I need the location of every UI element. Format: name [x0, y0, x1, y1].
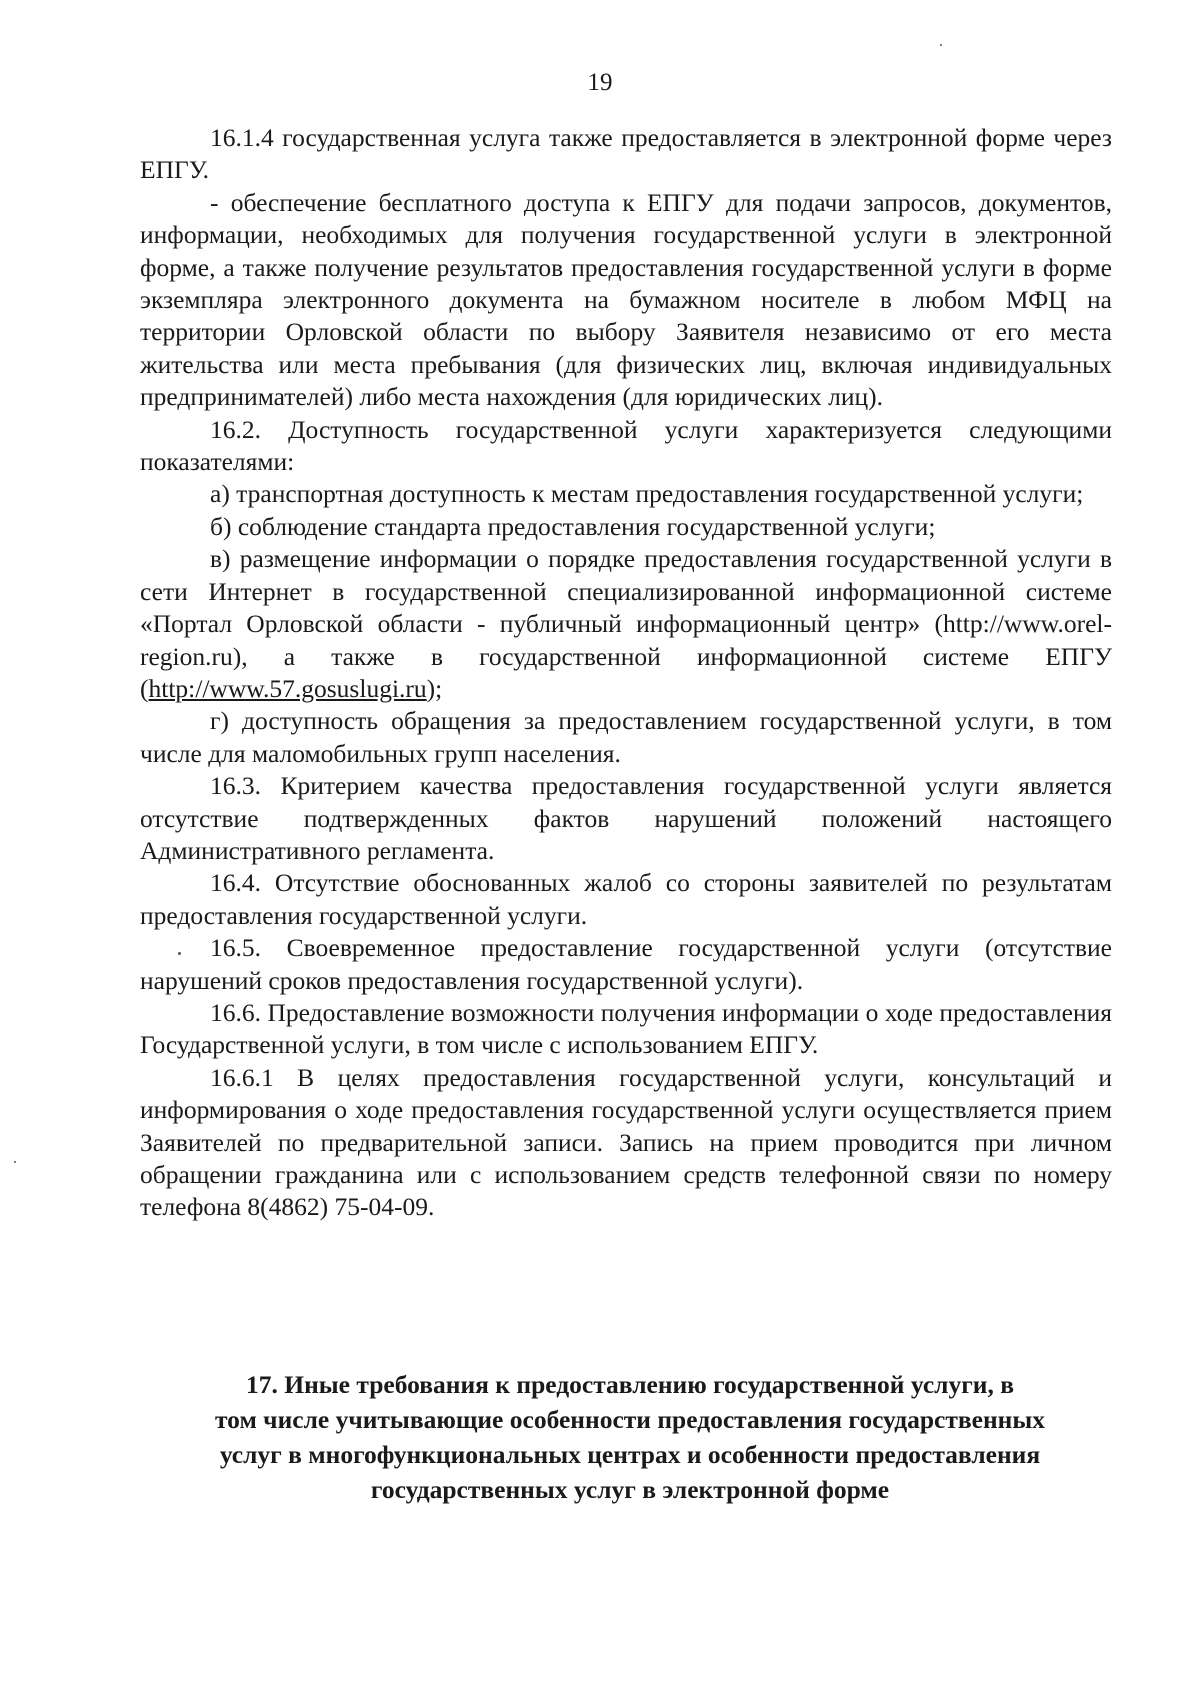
scan-dot	[940, 44, 942, 46]
list-item-g: г) доступность обращения за предоставлением государственной услуги, в том числе для маломобильных групп населения.	[140, 706, 1112, 768]
section-17-heading	[150, 1367, 1110, 1507]
paragraph-16-4: 16.4. Отсутствие обоснованных жалоб со стороны заявителей по результатам предоставления государственной услуги.	[140, 868, 1112, 930]
list-item-v-text: в) размещение информации о порядке предоставления государственной услуги в сети Интернет в государственной специализированной информационной системе «Портал Орловской области - публичный информационный центр» (http://www.orel-region.ru), а также в государственной информационной системе ЕПГУ (	[140, 544, 1112, 703]
heading-line-4: государственных услуг в электронной форме	[370, 1475, 890, 1504]
page-number: 19	[587, 69, 613, 96]
list-item-v	[140, 543, 1112, 705]
paragraph-16-6-1: 16.6.1 В целях предоставления государственной услуги, консультаций и информирования о ходе предоставления государственной услуги осуществляется прием Заявителей по предварительной записи. Запись на прием проводится при личном обращении гражданина или с использованием средств телефонной связи по номеру телефона 8(4862) 75-04-09.	[140, 1062, 1112, 1222]
gosuslugi-link[interactable]: http://www.57.gosuslugi.ru	[148, 673, 427, 703]
paragraph-16-2: 16.2. Доступность государственной услуги характеризуется следующими показателями:	[140, 414, 1112, 477]
paragraph-16-3: 16.3. Критерием качества предоставления государственной услуги является отсутствие подтвержденных фактов нарушений положений настоящего Административного регламента.	[140, 771, 1112, 865]
list-item-a: а) транспортная доступность к местам предоставления государственной услуги;	[210, 479, 1084, 509]
paragraph-16-1-4: 16.1.4 государственная услуга также предоставляется в электронной форме через ЕПГУ.	[140, 123, 1112, 185]
document-body	[140, 122, 1112, 1224]
heading-line-1: 17. Иные требования к предоставлению государственной услуги, в	[245, 1370, 1015, 1399]
paragraph-16-6: 16.6. Предоставление возможности получения информации о ходе предоставления Государственной услуги, в том числе с использованием ЕПГУ.	[140, 997, 1112, 1060]
scan-dot	[178, 952, 181, 955]
paragraph-free-access: - обеспечение бесплатного доступа к ЕПГУ для подачи запросов, документов, информации, необходимых для получения государственной услуги в электронной форме, а также получение результатов предоставления государственной услуги в форме экземпляра электронного документа на бумажном носителе в любом МФЦ на территории Орловской области по выбору Заявителя независимо от его места жительства или места пребывания (для физических лиц, включая индивидуальных предпринимателей) либо места нахождения (для юридических лиц).	[140, 187, 1112, 412]
heading-line-3: услуг в многофункциональных центрах и особенности предоставления	[219, 1440, 1041, 1469]
heading-line-2: том числе учитывающие особенности предоставления государственных	[214, 1405, 1046, 1434]
scan-dot	[14, 1161, 16, 1163]
list-item-b: б) соблюдение стандарта предоставления государственной услуги;	[210, 511, 936, 541]
paragraph-16-5: 16.5. Своевременное предоставление государственной услуги (отсутствие нарушений сроков предоставления государственной услуги).	[140, 933, 1112, 995]
list-item-v-end: );	[426, 673, 443, 703]
